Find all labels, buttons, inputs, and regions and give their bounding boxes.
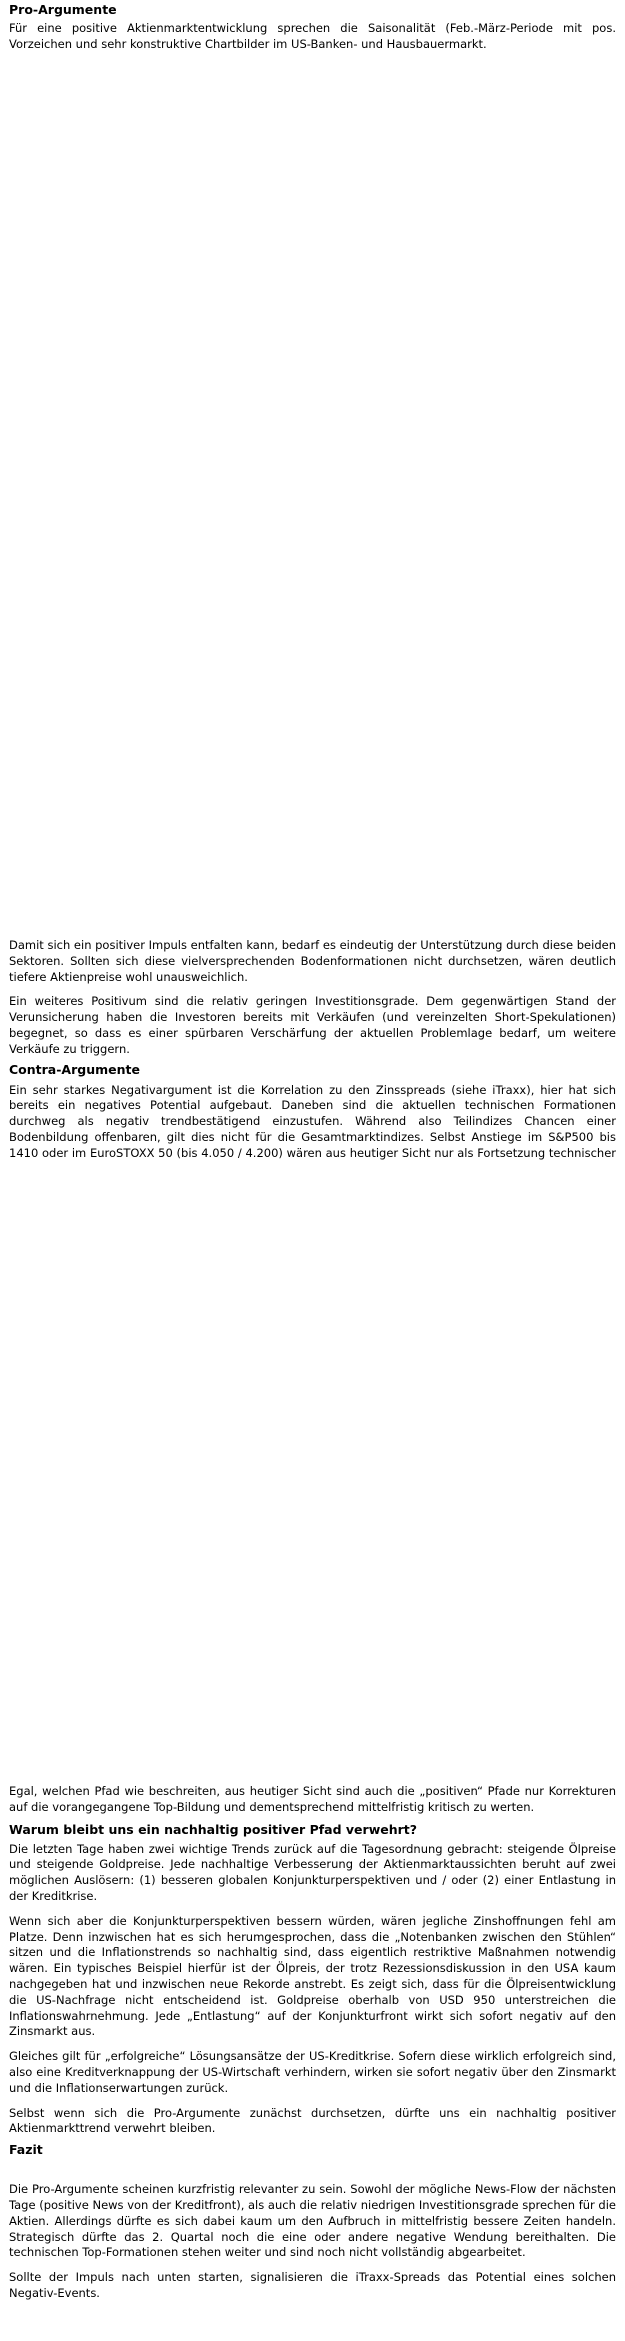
fazit-paragraph-2: Sollte der Impuls nach unten starten, signalisieren die iTraxx-Spreads das Potential eines solchen Negativ-Events. (9, 2270, 616, 2300)
pro-paragraph-2: Damit sich ein positiver Impuls entfalten kann, bedarf es eindeutig der Unterstützung durch diese beiden Sektoren. Sollten sich diese vielversprechenden Bodenformationen nicht durchsetzen, wären deutlich tiefere Aktienpreise wohl unausweichlich. (9, 938, 616, 984)
figure-placeholder-pro (9, 70, 616, 935)
fazit-heading: Fazit (9, 2142, 43, 2158)
why-paragraph-2: Wenn sich aber die Konjunkturperspektiven bessern würden, wären jegliche Zinshoffnungen fehl am Platze. Denn inzwischen hat es sich herumgesprochen, dass die „Notenbanken zwischen den Stühlen“ sitzen und die Inflationstrends so nachhaltig sind, dass eigentlich restriktive Maßnahmen notwendig wären. Ein typisches Beispiel hierfür ist der Ölpreis, der trotz Rezessionsdiskussion in den USA kaum nachgegeben hat und inzwischen neue Rekorde anstrebt. Es zeigt sich, dass für die Ölpreisentwicklung die US-Nachfrage nicht entscheidend ist. Goldpreise oberhalb von USD 950 unterstreichen die Inflationswahrnehmung. Jede „Entlastung“ auf der Konjunkturfront wirkt sich sofort negativ auf den Zinsmarkt aus. (9, 1913, 616, 2039)
pro-heading: Pro-Argumente (9, 2, 117, 17)
pro-paragraph-3: Ein weiteres Positivum sind die relativ geringen Investitionsgrade. Dem gegenwärtigen Stand der Verunsicherung haben die Investoren bereits mit Verkäufen (und vereinzelten Short-Spekulationen) begegnet, so dass es einer spürbaren Verschärfung der aktuellen Problemlage bedarf, um weitere Verkäufe zu triggern. (9, 994, 616, 1056)
contra-paragraph-1: Ein sehr starkes Negativargument ist die Korrelation zu den Zinsspreads (siehe iTraxx), hier hat sich bereits ein negatives Potential aufgebaut. Daneben sind die aktuellen technischen Formationen durchweg als negativ trendbestätigend einzustufen. Während also Teilindizes Chancen einer Bodenbildung offenbaren, gilt dies nicht für die Gesamtmarktindizes. Selbst Anstiege im S&P500 bis 1410 oder im EuroSTOXX 50 (bis 4.050 / 4.200) wären aus heutiger Sicht nur als Fortsetzung technischer (9, 1082, 616, 1160)
pro-paragraph-1: Für eine positive Aktienmarktentwicklung sprechen die Saisonalität (Feb.-März-Periode mit pos. Vorzeichen und sehr konstruktive Chartbilder im US-Banken- und Hausbauermarkt. (9, 21, 616, 51)
contra-paragraph-2: Egal, welchen Pfad wie beschreiten, aus heutiger Sicht sind auch die „positiven“ Pfade nur Korrekturen auf die vorangegangene Top-Bildung und dementsprechend mittelfristig kritisch zu werten. (9, 1784, 616, 1814)
why-paragraph-3: Gleiches gilt für „erfolgreiche“ Lösungsansätze der US-Kreditkrise. Sofern diese wirklich erfolgreich sind, also eine Kreditverknappung der US-Wirtschaft verhindern, wirken sie sofort negativ über den Zinsmarkt und die Inflationserwartungen zurück. (9, 2049, 616, 2095)
why-paragraph-4: Selbst wenn sich die Pro-Argumente zunächst durchsetzen, dürfte uns ein nachhaltig positiver Aktienmarkttrend verwehrt bleiben. (9, 2105, 616, 2136)
contra-heading: Contra-Argumente (9, 1061, 140, 1077)
pro-section-bottom (9, 938, 616, 1177)
why-paragraph-1: Die letzten Tage haben zwei wichtige Trends zurück auf die Tagesordnung gebracht: steigende Ölpreise und steigende Goldpreise. Jede nachhaltige Verbesserung der Aktienmarktaussichten beruht auf zwei möglichen Auslösern: (1) besseren globalen Konjunkturperspektiven und / oder (2) einer Entlastung in der Kreditkrise. (9, 1841, 616, 1903)
figure-placeholder-contra (9, 1160, 616, 1778)
fazit-paragraph-1: Die Pro-Argumente scheinen kurzfristig relevanter zu sein. Sowohl der mögliche News-Flow der nächsten Tage (positive News von der Kreditfront), als auch die relativ niedrigen Investitionsgrade sprechen für die Aktien. Allerdings dürfte es sich dabei kaum um den Aufbruch in mittelfristig bessere Zeiten handeln. Strategisch dürfte das 2. Quartal noch die eine oder andere negative Wendung bereithalten. Die technischen Top-Formationen stehen weiter und sind noch nicht vollständig abgearbeitet. (9, 2182, 616, 2260)
why-heading: Warum bleibt uns ein nachhaltig positiver Pfad verwehrt? (9, 1821, 418, 1837)
lower-section (9, 1784, 616, 2302)
pro-section-top (9, 2, 616, 53)
